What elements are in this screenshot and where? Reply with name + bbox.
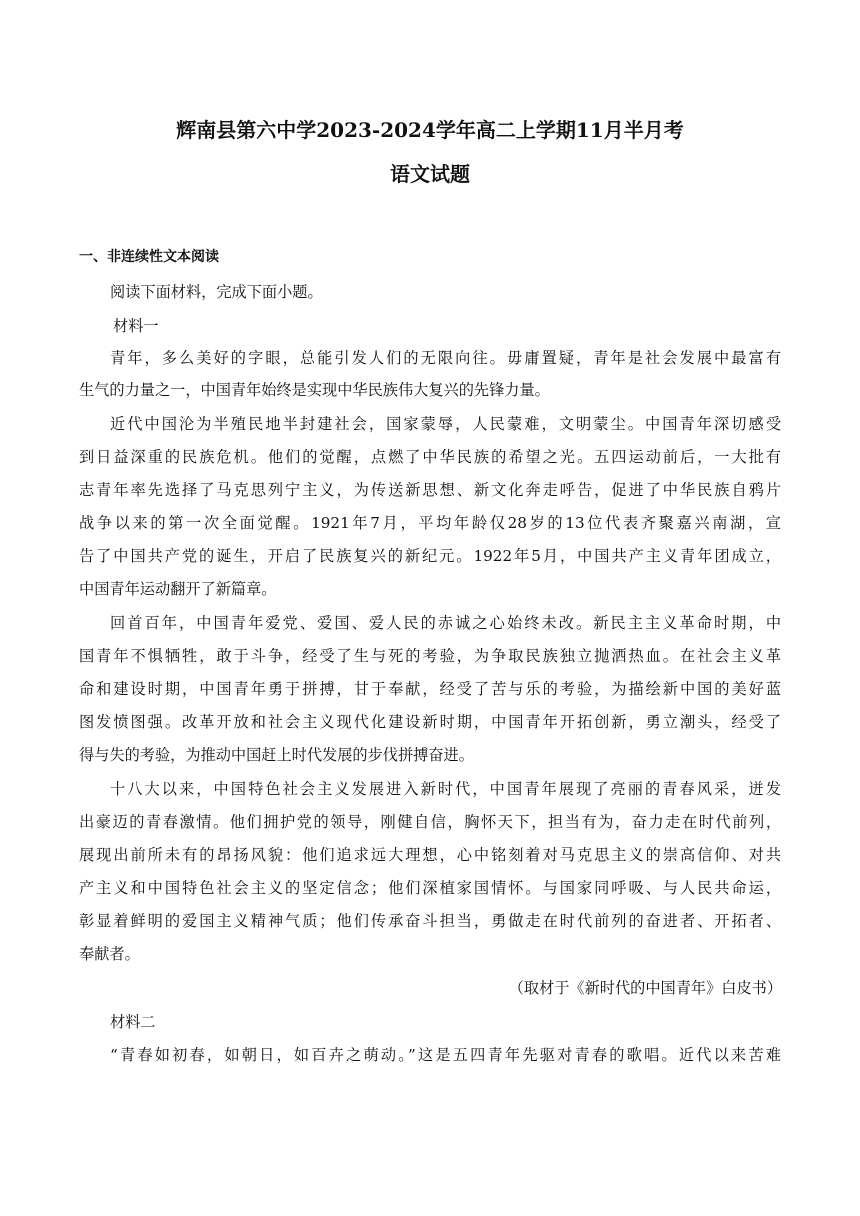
exam-subtitle: 语文试题 [390,162,470,186]
paragraph-line: 告了中国共产党的诞生，开启了民族复兴的新纪元。1922年5月，中国共产主义青年团成立， [79,547,781,565]
source-citation: （取材于《新时代的中国青年》白皮书） [508,979,782,997]
paragraph-line: 得与失的考验，为推动中国赶上时代发展的步伐拼搏奋进。 [79,746,474,764]
paragraph-line: 志青年率先选择了马克思列宁主义，为传送新思想、新文化奔走呼告，促进了中华民族自鸦片 [79,481,781,499]
paragraph-line: 生气的力量之一，中国青年始终是实现中华民族伟大复兴的先锋力量。 [79,381,550,399]
paragraph-line: 近代中国沦为半殖民地半封建社会，国家蒙辱，人民蒙难，文明蒙尘。中国青年深切感受 [110,415,781,433]
paragraph-line: 中国青年运动翻开了新篇章。 [79,580,277,598]
paragraph-line: 十八大以来，中国特色社会主义发展进入新时代，中国青年展现了亮丽的青春风采，迸发 [110,780,781,798]
exam-title: 辉南县第六中学2023-2024学年高二上学期11月半月考 [176,118,684,142]
paragraph-line: 奉献者。 [79,945,140,963]
paragraph-line: 青年，多么美好的字眼，总能引发人们的无限向往。毋庸置疑，青年是社会发展中最富有 [110,349,781,367]
material-label: 材料一 [113,317,159,335]
paragraph-line: “青春如初春，如朝日，如百卉之萌动。”这是五四青年先驱对青春的歌唱。近代以来苦难 [110,1046,781,1064]
paragraph-line: 到日益深重的民族危机。他们的觉醒，点燃了中华民族的希望之光。五四运动前后，一大批有 [79,448,781,466]
paragraph-line: 出豪迈的青春激情。他们拥护党的领导，刚健自信，胸怀天下，担当有为，奋力走在时代前列， [79,813,781,831]
paragraph-line: 产主义和中国特色社会主义的坚定信念；他们深植家国情怀。与国家同呼吸、与人民共命运， [79,879,781,897]
paragraph-line: 命和建设时期，中国青年勇于拼搏，甘于奉献，经受了苦与乐的考验，为描绘新中国的美好蓝 [79,680,781,698]
paragraph-line: 战争以来的第一次全面觉醒。1921年7月，平均年龄仅28岁的13位代表齐聚嘉兴南湖，宣 [79,514,781,532]
paragraph-line: 图发愤图强。改革开放和社会主义现代化建设新时期，中国青年开拓创新，勇立潮头，经受了 [79,713,781,731]
material-label: 材料二 [110,1013,156,1031]
paragraph-line: 国青年不惧牺牲，敢于斗争，经受了生与死的考验，为争取民族独立抛洒热血。在社会主义革 [79,647,781,665]
paragraph-line: 彰显着鲜明的爱国主义精神气质；他们传承奋斗担当，勇做走在时代前列的奋进者、开拓者、 [79,912,781,930]
paragraph-line: 回首百年，中国青年爱党、爱国、爱人民的赤诚之心始终未改。新民主主义革命时期，中 [110,614,781,632]
section-heading: 一、非连续性文本阅读 [79,249,219,265]
paragraph-line: 展现出前所未有的昂扬风貌：他们追求远大理想，心中铭刻着对马克思主义的崇高信仰、对共 [79,846,781,864]
instruction-text: 阅读下面材料，完成下面小题。 [110,283,323,301]
